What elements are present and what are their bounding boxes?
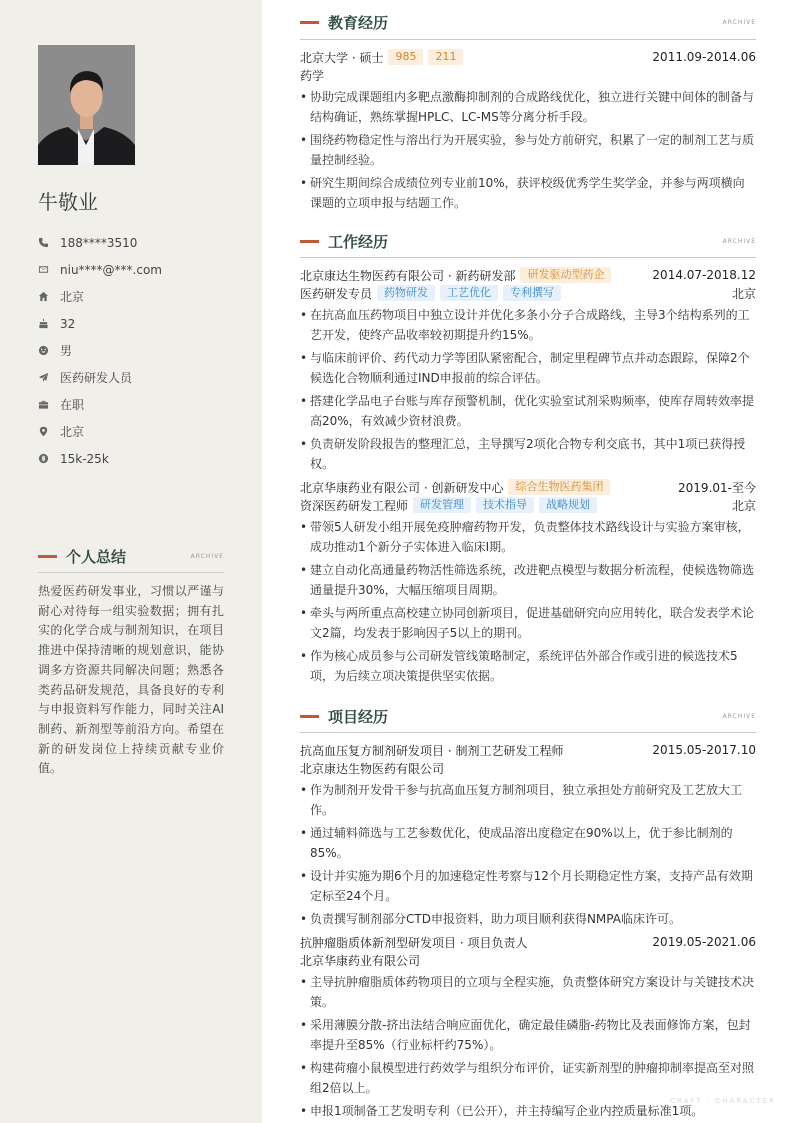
list-item: • 牵头与两所重点高校建立协同创新项目，促进基础研究向应用转化，联合发表学术论文2篇，均发表于影响因子5以上的期刊。: [300, 604, 756, 643]
education-date: 2011.09-2014.06: [652, 50, 756, 64]
education-row: [300, 48, 756, 66]
summary-title: 个人总结: [66, 548, 127, 566]
project-org: 北京华康药业有限公司: [300, 953, 421, 968]
project-name-row: [300, 741, 756, 759]
project-bullets: [300, 781, 756, 930]
projects-tag: ARCHIVE: [722, 713, 756, 720]
summary-divider: [38, 572, 224, 573]
job-1: [300, 266, 756, 474]
sidebar: [0, 0, 262, 1123]
company-badge: 综合生物医药集团: [508, 479, 610, 495]
list-item: • 与临床前评价、药代动力学等团队紧密配合，制定里程碑节点并动态跟踪，保障2个候选化合物顺利通过IND申报前的综合评估。: [300, 349, 756, 388]
company-name: 北京华康药业有限公司 · 创新研发中心: [300, 480, 504, 495]
status-text: 在职: [60, 398, 85, 412]
education-title: 教育经历: [328, 14, 389, 32]
role-badge: 技术指导: [476, 497, 534, 513]
email-text: niu****@***.com: [60, 262, 162, 277]
project-org: 北京康达生物医药有限公司: [300, 761, 445, 776]
info-phone: [38, 229, 238, 256]
list-item: • 采用薄膜分散-挤出法结合响应面优化，确定最佳磷脂-药物比及表面修饰方案，包封率提升至85%（行业标杆约75%）。: [300, 1016, 756, 1055]
list-item: • 构建荷瘤小鼠模型进行药效学与组织分布评价，证实新剂型的肿瘤抑制率提高至对照组2倍以上。: [300, 1059, 756, 1098]
education-tag: ARCHIVE: [722, 19, 756, 26]
school-name: 北京大学 · 硕士: [300, 50, 384, 65]
summary-tag: ARCHIVE: [190, 553, 224, 560]
major: 药学: [300, 68, 325, 83]
info-salary: [38, 445, 238, 472]
job-date: 2019.01-至今: [678, 480, 756, 495]
gender-text: 男: [60, 344, 73, 358]
job-company-row: [300, 266, 756, 284]
list-item: • 搭建化学品电子台账与库存预警机制，优化实验室试剂采购频率，使库存周转效率提高20%，有效减少资材浪费。: [300, 392, 756, 431]
list-item: • 主导抗肿瘤脂质体药物项目的立项与全程实施，负责整体研究方案设计与关键技术决策。: [300, 973, 756, 1012]
person-name: 牛敬业: [38, 190, 98, 214]
info-gender: [38, 337, 238, 364]
job-2: [300, 478, 756, 686]
project-date: 2015.05-2017.10: [652, 743, 756, 757]
list-item: • 申报1项制备工艺发明专利（已公开），并主持编写企业内控质量标准1项。: [300, 1102, 756, 1122]
section-accent-bar: [300, 21, 319, 24]
info-position: [38, 364, 238, 391]
contact-info: [38, 229, 238, 472]
work-title: 工作经历: [328, 233, 389, 251]
project-1: [300, 741, 756, 930]
phone-text: 188****3510: [60, 235, 138, 250]
projects-divider: [300, 732, 756, 733]
education-header: [300, 12, 756, 33]
job-role-row: [300, 284, 756, 302]
project-name-row: [300, 933, 756, 951]
info-email: [38, 256, 238, 283]
position-text: 医药研发人员: [60, 371, 133, 385]
job-bullets: [300, 518, 756, 686]
list-item: • 通过辅料筛选与工艺参数优化，使成品溶出度稳定在90%以上，优于参比制剂的85%。: [300, 824, 756, 863]
list-item: • 建立自动化高通量药物活性筛选系统，改进靶点模型与数据分析流程，使候选物筛选通量提升30%，大幅压缩项目周期。: [300, 561, 756, 600]
education-bullets: [300, 88, 756, 213]
section-accent-bar: [38, 555, 57, 558]
money-icon: [38, 453, 60, 464]
work-tag: ARCHIVE: [722, 238, 756, 245]
section-accent-bar: [300, 240, 319, 243]
job-role: 医药研发专员: [300, 286, 373, 301]
list-item: • 协助完成课题组内多靶点激酶抑制剂的合成路线优化，独立进行关键中间体的制备与结构确证，熟练掌握HPLC、LC-MS等分离分析手段。: [300, 88, 756, 127]
major-row: [300, 66, 756, 84]
phone-icon: [38, 237, 60, 248]
project-org-row: [300, 951, 756, 969]
work-divider: [300, 257, 756, 258]
school-badge: 211: [428, 49, 463, 65]
watermark: CRAFT · CHARACTER: [670, 1097, 776, 1105]
education-section: [300, 48, 756, 213]
list-item: • 在抗高血压药物项目中独立设计并优化多条小分子合成路线，主导3个结构系列的工艺开发，使终产品收率较初期提升约15%。: [300, 306, 756, 345]
list-item: • 研究生期间综合成绩位列专业前10%，获评校级优秀学生奖学金，并参与两项横向课题的立项申报与结题工作。: [300, 174, 756, 213]
role-badge: 战略规划: [539, 497, 597, 513]
role-badge: 工艺优化: [440, 285, 498, 301]
company-name: 北京康达生物医药有限公司 · 新药研发部: [300, 268, 516, 283]
project-2: [300, 933, 756, 1122]
list-item: • 负责研发阶段报告的整理汇总，主导撰写2项化合物专利交底书，其中1项已获得授权。: [300, 435, 756, 474]
info-home: [38, 283, 238, 310]
salary-text: 15k-25k: [60, 451, 109, 466]
job-bullets: [300, 306, 756, 474]
info-location: [38, 418, 238, 445]
projects-header: [300, 706, 756, 727]
summary-header: [38, 546, 224, 567]
education-divider: [300, 39, 756, 40]
smile-icon: [38, 345, 60, 356]
list-item: • 围绕药物稳定性与溶出行为开展实验，参与处方前研究，积累了一定的制剂工艺与质量控制经验。: [300, 131, 756, 170]
project-name: 抗高血压复方制剂研发项目 · 制剂工艺研发工程师: [300, 743, 564, 758]
role-badge: 专利撰写: [503, 285, 561, 301]
job-date: 2014.07-2018.12: [652, 268, 756, 282]
send-icon: [38, 372, 60, 383]
job-city: 北京: [731, 498, 756, 513]
home-text: 北京: [60, 290, 85, 304]
info-status: [38, 391, 238, 418]
project-name: 抗肿瘤脂质体新剂型研发项目 · 项目负责人: [300, 935, 528, 950]
cake-icon: [38, 318, 60, 329]
list-item: • 作为核心成员参与公司研发管线策略制定，系统评估外部合作或引进的候选技术5项，为后续立项决策提供坚实依据。: [300, 647, 756, 686]
role-badge: 药物研发: [377, 285, 435, 301]
work-header: [300, 231, 756, 252]
project-org-row: [300, 759, 756, 777]
section-accent-bar: [300, 715, 319, 718]
home-icon: [38, 291, 60, 302]
location-text: 北京: [60, 425, 85, 439]
briefcase-icon: [38, 399, 60, 410]
location-pin-icon: [38, 426, 60, 437]
list-item: • 带领5人研发小组开展免疫肿瘤药物开发，负责整体技术路线设计与实验方案审核，成功推动1个新分子实体进入临床I期。: [300, 518, 756, 557]
info-age: [38, 310, 238, 337]
job-city: 北京: [731, 286, 756, 301]
job-role: 资深医药研发工程师: [300, 498, 409, 513]
role-badge: 研发管理: [413, 497, 471, 513]
company-badge: 研发驱动型药企: [520, 267, 611, 283]
project-date: 2019.05-2021.06: [652, 935, 756, 949]
list-item: • 设计并实施为期6个月的加速稳定性考察与12个月长期稳定性方案，支持产品有效期定标至24个月。: [300, 867, 756, 906]
projects-title: 项目经历: [328, 708, 389, 726]
list-item: • 负责撰写制剂部分CTD申报资料，助力项目顺利获得NMPA临床许可。: [300, 910, 756, 930]
job-company-row: [300, 478, 756, 496]
job-role-row: [300, 496, 756, 514]
age-text: 32: [60, 316, 76, 331]
avatar: [38, 45, 135, 165]
school-badge: 985: [388, 49, 423, 65]
summary-text: 热爱医药研发事业，习惯以严谨与耐心对待每一组实验数据；拥有扎实的化学合成与制剂知识，在项目推进中保持清晰的规划意识，能协调多方资源共同解决问题；熟悉各类药品研发规范，具备良好的专利与申报资料写作能力，同时关注AI制药、新剂型等前沿方向。希望在新的研发岗位上持续贡献专业价值。: [38, 584, 224, 776]
list-item: • 作为制剂开发骨干参与抗高血压复方制剂项目，独立承担处方前研究及工艺放大工作。: [300, 781, 756, 820]
mail-icon: [38, 264, 60, 275]
